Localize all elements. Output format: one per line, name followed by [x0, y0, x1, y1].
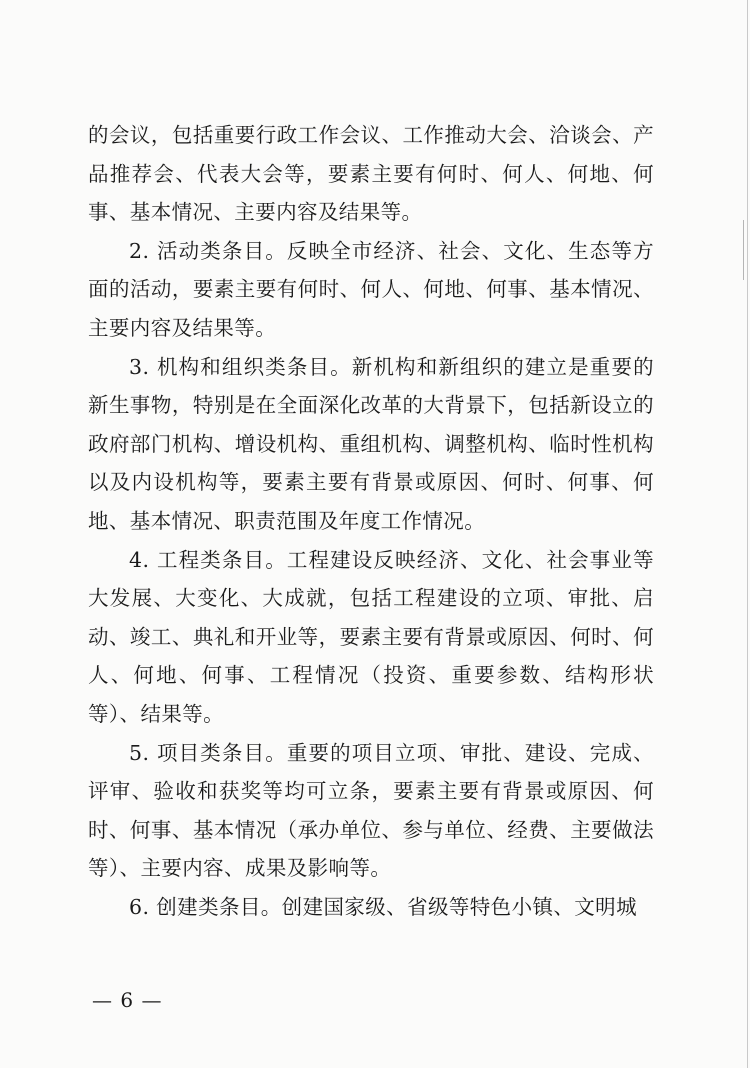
body-text: [88, 116, 654, 926]
page-number: — 6 —: [92, 988, 163, 1012]
paragraph-creation-entries: 6. 创建类条目。创建国家级、省级等特色小镇、文明城: [129, 894, 637, 919]
paragraph-institution-entries: 3. 机构和组织类条目。新机构和新组织的建立是重要的新生事物，特别是在全面深化改革的大背景下，包括新设立的政府部门机构、增设机构、重组机构、调整机构、临时性机构以及内设机构等，要素主要有背景或原因、何时、何事、何地、基本情况、职责范围及年度工作情况。: [88, 354, 654, 533]
scan-edge-line: [747, 0, 748, 1068]
paragraph-continuation: 的会议，包括重要行政工作会议、工作推动大会、洽谈会、产品推荐会、代表大会等，要素主要有何时、何人、何地、何事、基本情况、主要内容及结果等。: [88, 123, 654, 225]
paragraph-project-entries: 5. 项目类条目。重要的项目立项、审批、建设、完成、评审、验收和获奖等均可立条，要素主要有背景或原因、何时、何事、基本情况（承办单位、参与单位、经费、主要做法等）、主要内容、成果及影响等。: [88, 740, 654, 881]
paragraph-engineering-entries: 4. 工程类条目。工程建设反映经济、文化、社会事业等大发展、大变化、大成就，包括工程建设的立项、审批、启动、竣工、典礼和开业等，要素主要有背景或原因、何时、何人、何地、何事、工程情况（投资、重要参数、结构形状等）、结果等。: [88, 547, 654, 726]
paragraph-activity-entries: 2. 活动类条目。反映全市经济、社会、文化、生态等方面的活动，要素主要有何时、何人、何地、何事、基本情况、主要内容及结果等。: [88, 238, 654, 340]
scan-edge-mark: [743, 220, 744, 280]
